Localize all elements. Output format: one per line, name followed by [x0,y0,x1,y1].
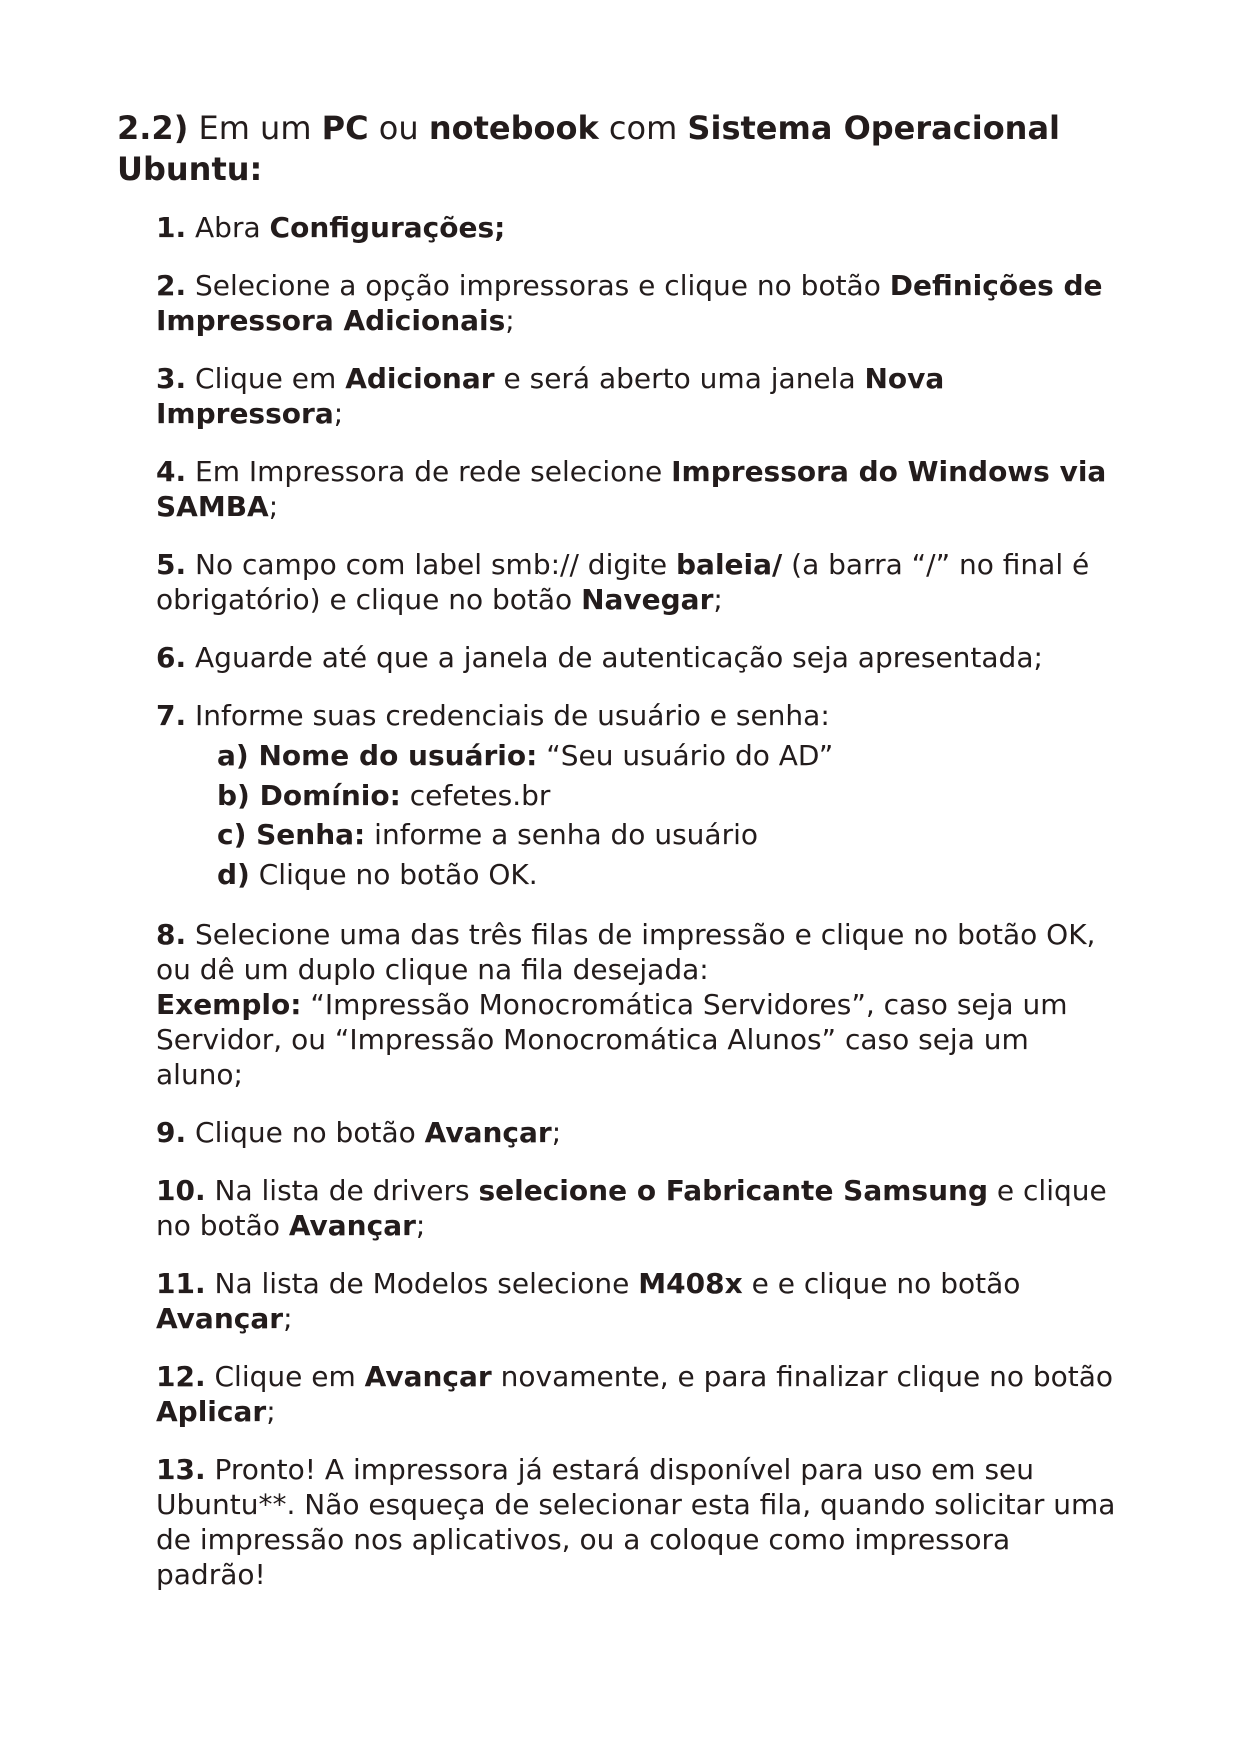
text-run: Selecione a opção impressoras e clique no botão [186,269,890,302]
step-text [156,1452,1116,1592]
text-run: Clique no botão OK. [249,857,538,891]
bold-text: 7. [156,699,187,732]
step-13 [156,1452,1116,1592]
bold-text: notebook [428,109,599,147]
step-text [156,1115,1116,1150]
text-run: “Seu usuário do AD” [537,739,834,772]
text-run: Na lista de drivers [205,1174,479,1207]
bold-text: 3. [156,362,187,395]
sub-list [217,736,1116,894]
step-11 [156,1266,1116,1336]
text-run: ou [368,109,429,147]
bold-text: PC [321,109,369,147]
step-text [156,210,1116,245]
bold-text: a) Nome do usuário: [217,739,538,772]
bold-text: 2.2) [117,109,189,147]
step-4 [156,454,1116,524]
step-text [156,1359,1116,1429]
bold-text: selecione o Fabricante Samsung [478,1174,988,1207]
bold-text: Adicionar [345,362,495,395]
text-run: Em Impressora de rede selecione [186,455,672,488]
text-run: ; [551,1116,562,1149]
text-run: novamente, e para finalizar clique no botão [491,1360,1114,1393]
text-run: Em um [188,109,322,147]
step-7 [156,698,1116,894]
sub-item [217,855,1116,895]
bold-text: 12. [156,1360,206,1393]
step-text [156,698,1116,733]
bold-text: Sistema Operacional Ubuntu: [117,109,1061,188]
text-run: Clique em [186,362,346,395]
bold-text: Aplicar [156,1395,267,1428]
text-run: ; [268,490,279,523]
text-run: Selecione uma das três filas de impressão e clique no botão OK, ou dê um duplo clique na fila desejada: [156,918,1096,986]
section-heading [117,108,1127,190]
text-run: e será aberto uma janela [494,362,865,395]
step-text [156,547,1116,617]
text-run: Na lista de Modelos selecione [205,1267,639,1300]
step-6 [156,640,1116,675]
bold-text: Configurações; [269,211,506,244]
bold-text: M408x [638,1267,743,1300]
text-run: Clique no botão [186,1116,425,1149]
text-run: Aguarde até que a janela de autenticação seja apresentada; [186,641,1043,674]
text-run: cefetes.br [400,778,551,812]
bold-text: 1. [156,211,187,244]
text-run: e clique no botão [156,1174,1107,1242]
bold-text: Navegar [581,583,714,616]
bold-text: Exemplo: [156,988,302,1021]
sub-item [217,736,1116,776]
bold-text: Avançar [424,1116,552,1149]
text-run: ; [415,1209,426,1242]
bold-text: 13. [156,1453,206,1486]
step-12 [156,1359,1116,1429]
bold-text: 6. [156,641,187,674]
text-run: informe a senha do usuário [365,818,758,851]
bold-text: 10. [156,1174,206,1207]
text-run: ; [283,1302,293,1335]
bold-text: Nova Impressora [156,362,945,430]
step-text [156,1173,1116,1243]
bold-text: 11. [156,1267,206,1300]
bold-text: Impressora do Windows via SAMBA [156,455,1107,523]
step-text [156,917,1116,1092]
text-run: ; [333,397,344,430]
bold-text: Avançar [364,1360,492,1393]
step-text [156,640,1116,675]
text-run: ; [266,1395,276,1428]
text-run: ; [713,583,723,616]
bold-text: 9. [156,1116,187,1149]
bold-text: 2. [156,269,187,302]
step-text [156,361,1116,431]
step-text [156,268,1116,338]
text-run: Informe suas credenciais de usuário e senha: [186,699,830,732]
bold-text: 8. [156,918,187,951]
text-run: Clique em [205,1360,365,1393]
text-run: e e clique no botão [742,1267,1021,1300]
step-10 [156,1173,1116,1243]
text-run: com [598,109,688,147]
step-3 [156,361,1116,431]
text-run: Abra [186,211,270,244]
text-run: (a barra “/” no final é obrigatório) e clique no botão [156,548,1090,616]
bold-text: b) Domínio: [217,778,401,812]
text-run: No campo com label smb:// digite [186,548,677,581]
step-9 [156,1115,1116,1150]
step-1 [156,210,1116,245]
bold-text: 4. [156,455,187,488]
step-2 [156,268,1116,338]
text-run: Pronto! A impressora já estará disponível para uso em seu Ubuntu**. Não esqueça de selecionar esta fila, quando solicitar uma de impressão nos aplicativos, ou a coloque como impressora padrão! [156,1453,1116,1591]
bold-text: d) [217,857,250,891]
step-8 [156,917,1116,1092]
bold-text: 5. [156,548,187,581]
step-text [156,454,1116,524]
bold-text: Avançar [288,1209,416,1242]
bold-text: Definições de Impressora Adicionais [156,269,1103,337]
sub-item [217,776,1116,816]
text-run: “Impressão Monocromática Servidores”, caso seja um Servidor, ou “Impressão Monocromática Alunos” caso seja um aluno; [156,988,1068,1091]
text-run: ; [505,304,515,337]
bold-text: baleia/ [676,548,783,581]
sub-item [217,815,1116,855]
bold-text: c) Senha: [217,818,366,851]
steps-list [156,210,1116,1592]
step-5 [156,547,1116,617]
step-text [156,1266,1116,1336]
bold-text: Avançar [156,1302,284,1335]
